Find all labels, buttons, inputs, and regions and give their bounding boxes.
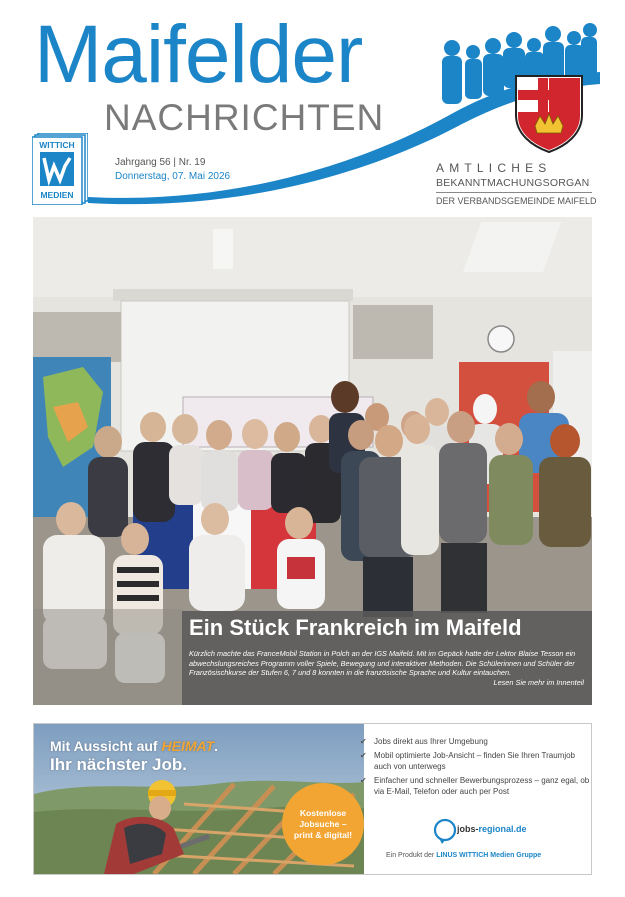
ad-feature-item: ✔ Einfacher und schneller Bewerbungsprozess – ganz egal, ob via E-Mail, Telefon oder auch per Post [360, 775, 590, 796]
jobs-regional-logo-text[interactable]: jobs-regional.de [457, 824, 527, 834]
teaser-text: Kürzlich machte das FranceMobil Station in Polch an der IGS Maifeld. Mit im Gepäck hatte der Lektor Blaise Tesson ein abwechslungsreiches Programm voller Spiele, Bewegung und interaktiver Methoden. Die Schülerinnen und Schüler der Französischkurse der Stufen 6, 7 und 8 konnten in die französische Sprache und Kultur eintauchen. [189, 649, 576, 678]
wittich-medien-logo [32, 133, 88, 205]
read-more-link[interactable]: Lesen Sie mehr im Innenteil [493, 677, 584, 687]
logo-text-bottom: MEDIEN [40, 190, 74, 200]
jobs-advertisement[interactable] [33, 723, 592, 875]
checkmark-icon: ✔ [360, 775, 367, 785]
issue-date: Donnerstag, 07. Mai 2026 [115, 171, 231, 182]
ad-footer: Ein Produkt der LINUS WITTICH Medien Gruppe [386, 852, 542, 859]
cover-teaser [189, 649, 584, 687]
ad-headline: Mit Aussicht auf HEIMAT. [50, 738, 219, 754]
organ-divider [436, 192, 592, 193]
masthead-subtitle: NACHRICHTEN [104, 97, 385, 138]
organ-label-2: BEKANNTMACHUNGSORGAN [436, 177, 590, 189]
ad-feature-list [360, 736, 590, 800]
coat-of-arms-icon [516, 76, 582, 152]
masthead-title: Maifelder [34, 9, 363, 100]
checkmark-icon: ✔ [360, 750, 367, 760]
ad-feature-item: ✔ Mobil optimierte Job-Ansicht – finden Sie Ihren Traumjob auch von unterwegs [360, 750, 575, 771]
organ-label-3: DER VERBANDSGEMEINDE MAIFELD [436, 196, 597, 206]
checkmark-icon: ✔ [360, 737, 367, 746]
ad-feature-item: ✔ Jobs direkt aus Ihrer Umgebung [360, 737, 488, 746]
logo-text-top: WITTICH [39, 140, 75, 150]
organ-label: AMTLICHES [436, 161, 552, 175]
cover-headline[interactable]: Ein Stück Frankreich im Maifeld [189, 615, 522, 640]
issue-number: Jahrgang 56 | Nr. 19 [115, 157, 206, 168]
ad-badge-text: Kostenlose Jobsuche – print & digital! [293, 808, 353, 840]
ad-subheadline: Ihr nächster Job. [50, 755, 187, 774]
